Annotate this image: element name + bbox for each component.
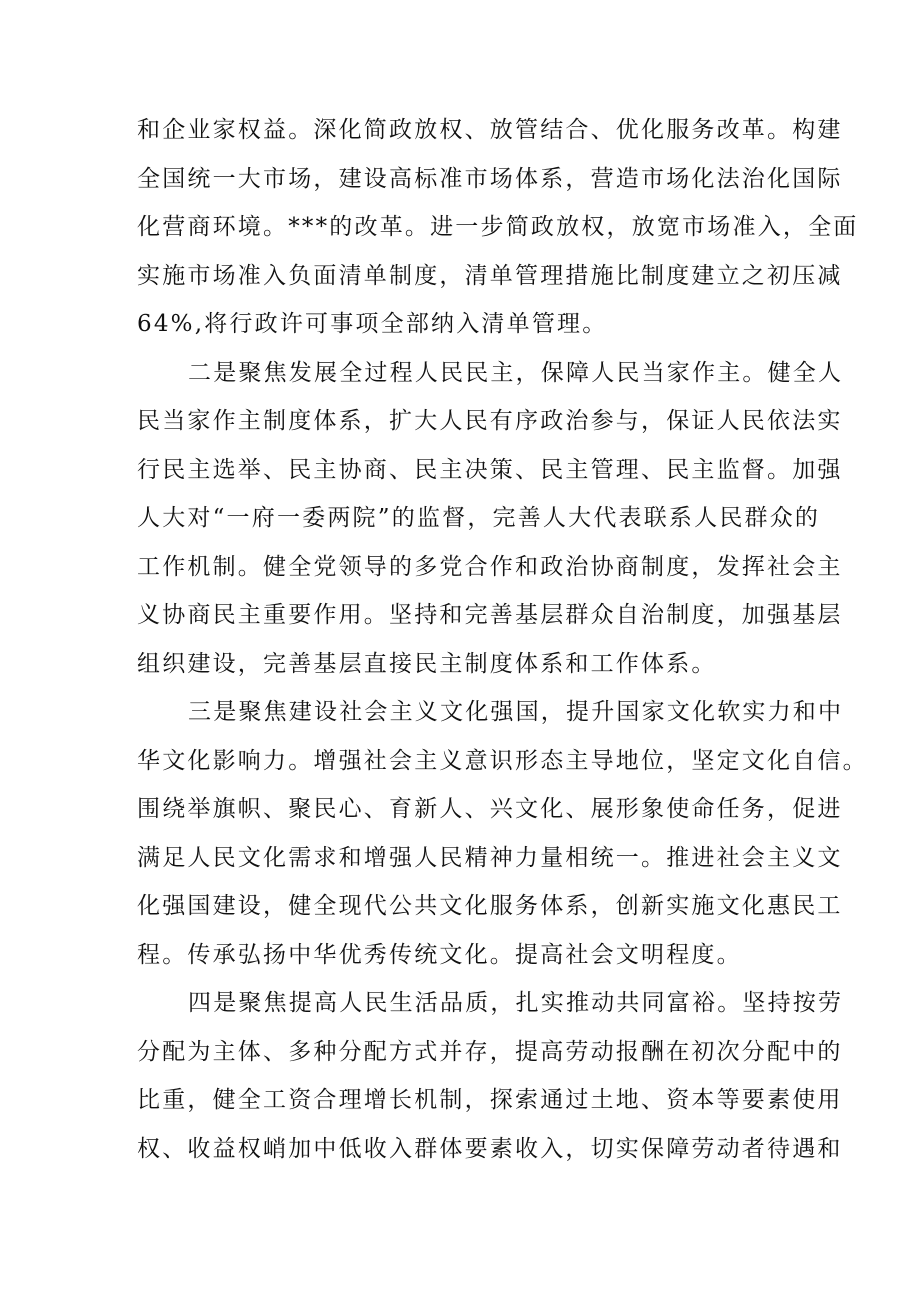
text-line: 权、收益权峭加中低收入群体要素收入，切实保障劳动者待遇和 bbox=[137, 1135, 843, 1162]
text-line: 义协商民主重要作用。坚持和完善基层群众自治制度，加强基层 bbox=[137, 602, 843, 628]
paragraph-start-line: 二是聚焦发展全过程人民民主，保障人民当家作主。健全人 bbox=[188, 359, 844, 386]
paragraph-start-line: 三是聚焦建设社会主义文化强国，提升国家文化软实力和中 bbox=[188, 699, 844, 725]
text-line: 化营商环境。***的改革。进一步简政放权，放宽市场准入，全面 bbox=[137, 214, 859, 240]
text-line: 比重，健全工资合理增长机制，探索通过土地、资本等要素使用 bbox=[137, 1087, 843, 1113]
text-line: 组织建设，完善基层直接民主制度体系和工作体系。 bbox=[137, 650, 717, 677]
text-line: 全国统一大市场，建设高标准市场体系，营造市场化法治化国际 bbox=[137, 165, 843, 192]
document-body bbox=[137, 106, 868, 1173]
text-line: 满足人民文化需求和增强人民精神力量相统一。推进社会主义文 bbox=[137, 844, 843, 871]
text-line: 化强国建设，健全现代公共文化服务体系，创新实施文化惠民工 bbox=[137, 893, 843, 919]
text-line: 程。传承弘扬中华优秀传统文化。提高社会文明程度。 bbox=[137, 941, 742, 968]
text-line: 实施市场准入负面清单制度，清单管理措施比制度建立之初压减 bbox=[137, 262, 843, 289]
text-line: 和企业家权益。深化简政放权、放管结合、优化服务改革。构建 bbox=[137, 117, 843, 143]
text-line: 分配为主体、多种分配方式并存，提高劳动报酬在初次分配中的 bbox=[137, 1038, 843, 1065]
text-line: 行民主选举、民主协商、民主决策、民主管理、民主监督。加强 bbox=[137, 456, 843, 483]
text-line: 工作机制。健全党领导的多党合作和政治协商制度，发挥社会主 bbox=[137, 553, 843, 580]
text-line: 人大对“一府一委两院”的监督，完善人大代表联系人民群众的 bbox=[137, 505, 821, 531]
paragraph-start-line: 四是聚焦提高人民生活品质，扎实推动共同富裕。坚持按劳 bbox=[188, 990, 844, 1016]
text-line: 围绕举旗帜、聚民心、育新人、兴文化、展形象使命任务，促进 bbox=[137, 796, 843, 822]
text-line: 民当家作主制度体系，扩大人民有序政治参与，保证人民依法实 bbox=[137, 408, 843, 434]
text-line: 华文化影响力。增强社会主义意识形态主导地位，坚定文化自信。 bbox=[137, 747, 868, 774]
text-line: 64%,将行政许可事项全部纳入清单管理。 bbox=[137, 311, 608, 337]
